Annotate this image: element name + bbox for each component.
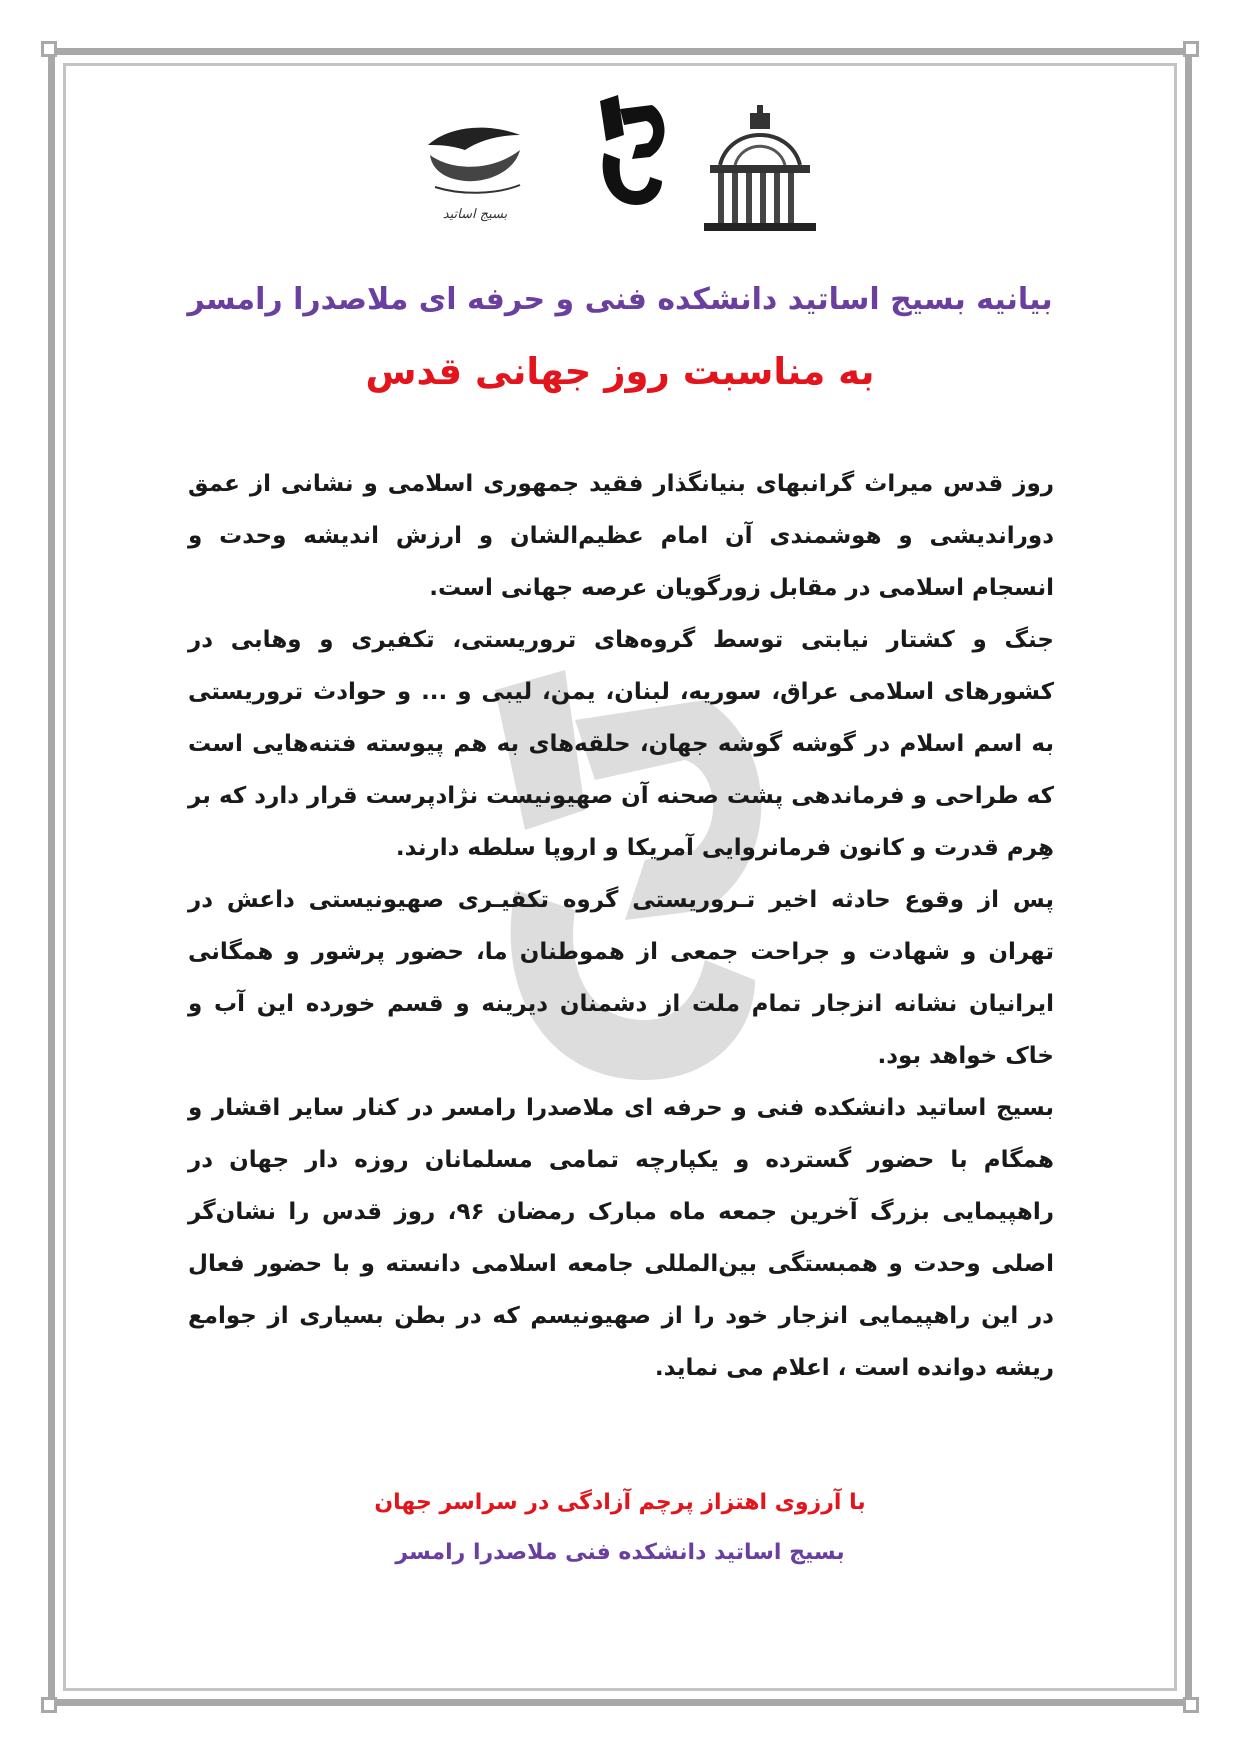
body-paragraph: بسیج اساتید دانشکده فنی و حرفه ای ملاصدرا رامسر در کنار سایر اقشار و همگام با حضور گسترده و یکپارچه تمامی مسلمانان روزه دار جهان در راهپیمایی بزرگ آخرین جمعه ماه مبارک رمضان ۹۶، روز قدس را نشان‌گر اصلی وحدت و همبستگی بین‌المللی جامعه اسلامی دانسته و با حضور فعال در این راهپیمایی انزجار خود را از صهیونیسم که در بطن بسیاری از جوامع ریشه دوانده است ، اعلام می نماید. (188, 1095, 1055, 1381)
border-corner-top-left (41, 41, 57, 57)
border-corner-bottom-left (41, 1697, 57, 1713)
statement-body (188, 458, 1054, 1394)
university-building-logo-icon (700, 105, 820, 235)
basij-asatid-logo-icon (420, 115, 530, 205)
body-paragraph: جنگ و کشتار نیابتی توسط گروه‌های تروریستی، تکفیری و وهابی در کشورهای اسلامی عراق، سوریه، لبنان، یمن، لیبی و ... و حوادث تروریستی به اسم اسلام در گوشه گوشه جهان، حلقه‌های به هم پیوسته فتنه‌هایی است که طراحی و فرماندهی پشت صحنه آن صهیونیست نژادپرست قرار دارد که بر هِرم قدرت و کانون فرمانروایی آمریکا و اروپا سلطه دارند. (188, 627, 1054, 861)
basij-asatid-logo-caption: بسیج اساتید (442, 207, 508, 222)
mollasadra-emblem-icon (590, 95, 670, 215)
body-paragraph: روز قدس میراث گرانبهای بنیانگذار فقید جمهوری اسلامی و نشانی از عمق دوراندیشی و هوشمندی آن امام عظیم‌الشان و ارزش اندیشه وحدت و انسجام اسلامی در مقابل زورگویان عرصه جهانی است. (188, 471, 1054, 601)
closing-wish: با آرزوی اهتزاز پرچم آزادگی در سراسر جهان (374, 1490, 866, 1515)
page-subtitle: به مناسبت روز جهانی قدس (365, 350, 875, 393)
logo-strip (400, 95, 840, 245)
body-paragraph: پس از وقوع حادثه اخیر تـروریستی گروه تکفیـری صهیونیستی داعش در تهران و شهادت و جراحت جمعی از هموطنان ما، حضور پرشور و همگانی ایرانیان نشانه انزجار تمام ملت از دشمنان دیرینه و قسم خورده این آب و خاک خواهد بود. (188, 887, 1054, 1069)
border-corner-bottom-right (1183, 1697, 1199, 1713)
page-title: بیانیه بسیج اساتید دانشکده فنی و حرفه ای ملاصدرا رامسر (187, 282, 1053, 317)
closing-signature: بسیج اساتید دانشکده فنی ملاصدرا رامسر (395, 1540, 845, 1565)
border-corner-top-right (1183, 41, 1199, 57)
